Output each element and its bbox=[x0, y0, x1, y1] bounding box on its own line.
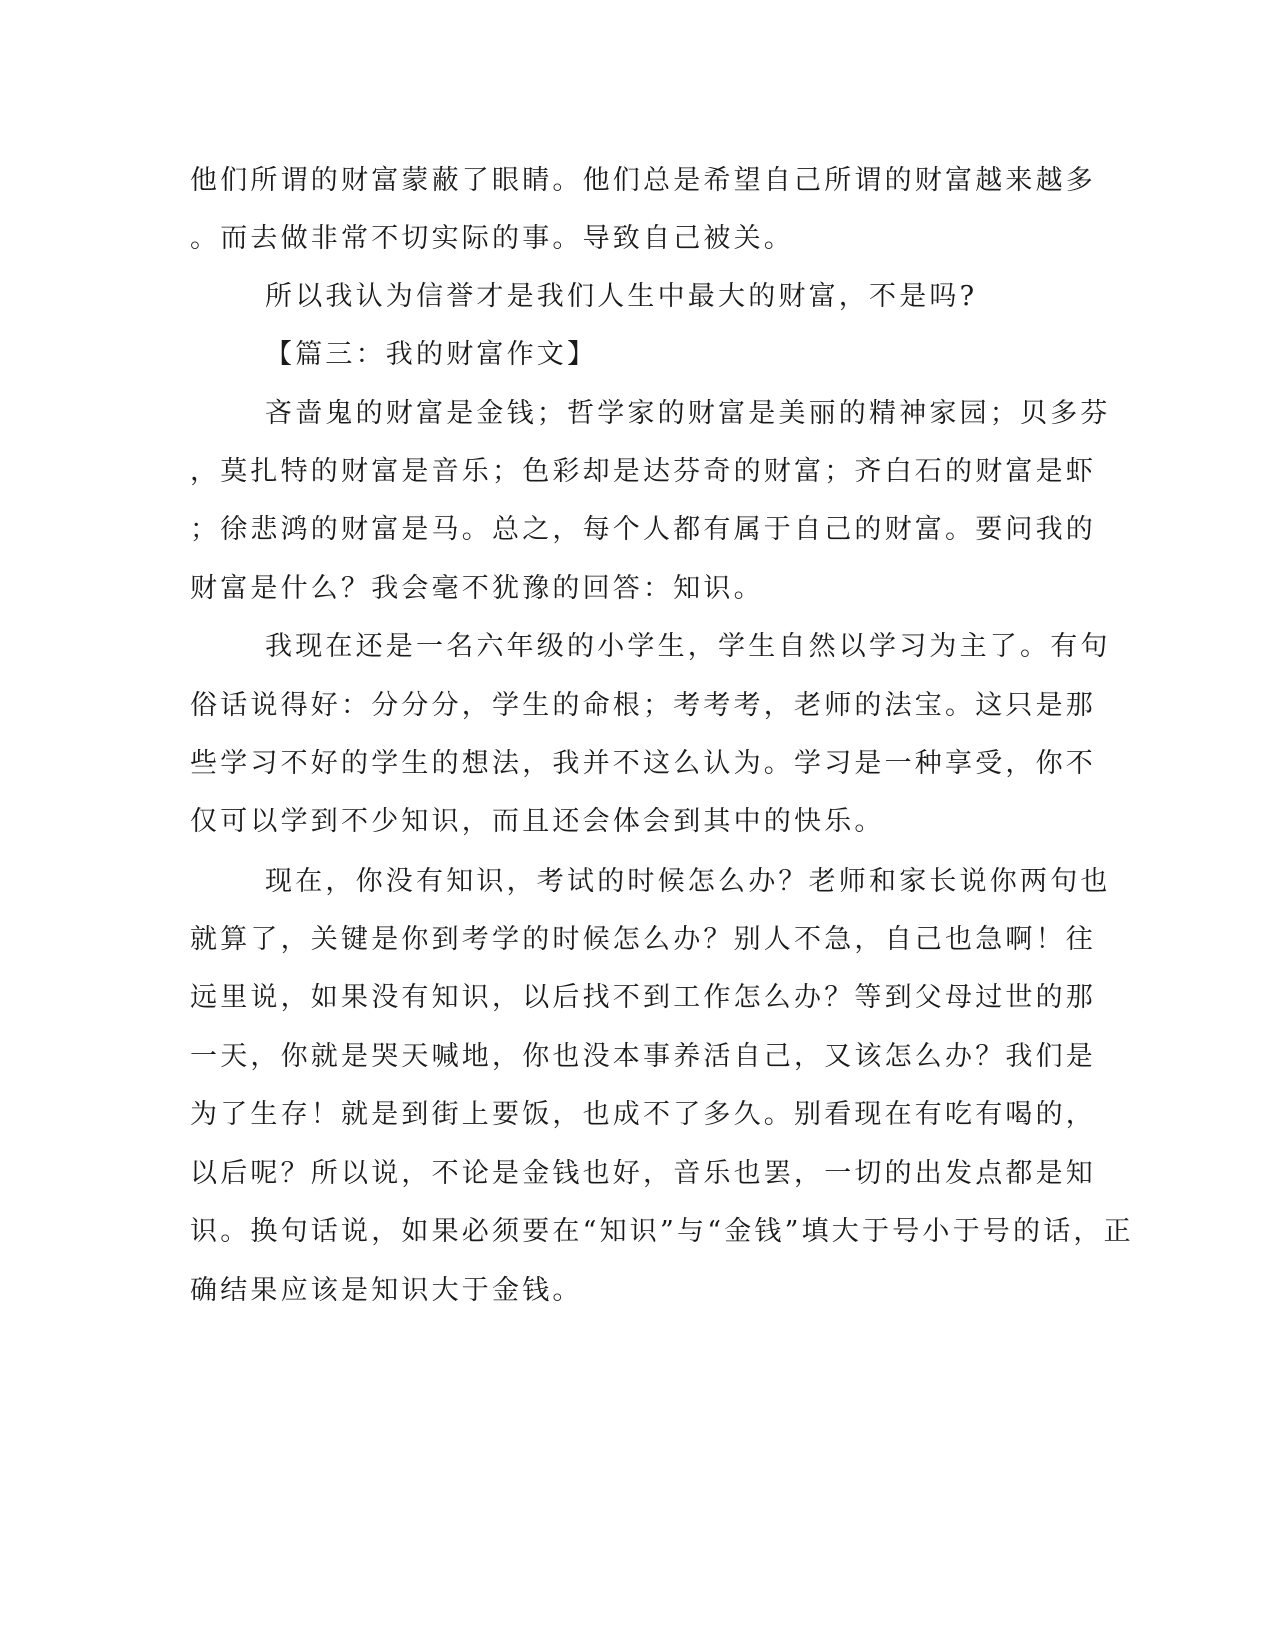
text-line: 俗话说得好：分分分，学生的命根；考考考，老师的法宝。这只是那 bbox=[190, 690, 1096, 721]
text-line: ；徐悲鸿的财富是马。总之，每个人都有属于自己的财富。要问我的 bbox=[190, 514, 1096, 545]
text-line: 些学习不好的学生的想法，我并不这么认为。学习是一种享受，你不 bbox=[190, 748, 1096, 779]
section-heading: 【篇三：我的财富作文】 bbox=[265, 339, 598, 370]
text-line: 。而去做非常不切实际的事。导致自己被关。 bbox=[190, 223, 794, 254]
text-line: 一天，你就是哭天喊地，你也没本事养活自己，又该怎么办？我们是 bbox=[190, 1041, 1096, 1072]
text-line: 远里说，如果没有知识，以后找不到工作怎么办？等到父母过世的那 bbox=[190, 982, 1096, 1013]
text-line: 就算了，关键是你到考学的时候怎么办？别人不急，自己也急啊！往 bbox=[190, 924, 1096, 955]
text-line: 我现在还是一名六年级的小学生，学生自然以学习为主了。有句 bbox=[265, 631, 1111, 662]
text-line: 仅可以学到不少知识，而且还会体会到其中的快乐。 bbox=[190, 806, 885, 837]
text-line: 财富是什么？我会毫不犹豫的回答：知识。 bbox=[190, 573, 764, 604]
text-line: 他们所谓的财富蒙蔽了眼睛。他们总是希望自己所谓的财富越来越多 bbox=[190, 165, 1096, 196]
text-line: 确结果应该是知识大于金钱。 bbox=[190, 1275, 583, 1306]
text-line: 识。换句话说，如果必须要在“知识”与“金钱”填大于号小于号的话，正 bbox=[190, 1216, 1134, 1247]
text-line: ，莫扎特的财富是音乐；色彩却是达芬奇的财富；齐白石的财富是虾 bbox=[190, 456, 1096, 487]
text-line: 为了生存！就是到街上要饭，也成不了多久。别看现在有吃有喝的， bbox=[190, 1099, 1096, 1130]
text-line: 所以我认为信誉才是我们人生中最大的财富，不是吗? bbox=[265, 281, 978, 312]
text-line: 现在，你没有知识，考试的时候怎么办？老师和家长说你两句也 bbox=[265, 866, 1111, 897]
text-line: 以后呢？所以说，不论是金钱也好，音乐也罢，一切的出发点都是知 bbox=[190, 1158, 1096, 1189]
text-line: 吝啬鬼的财富是金钱；哲学家的财富是美丽的精神家园；贝多芬 bbox=[265, 398, 1111, 429]
